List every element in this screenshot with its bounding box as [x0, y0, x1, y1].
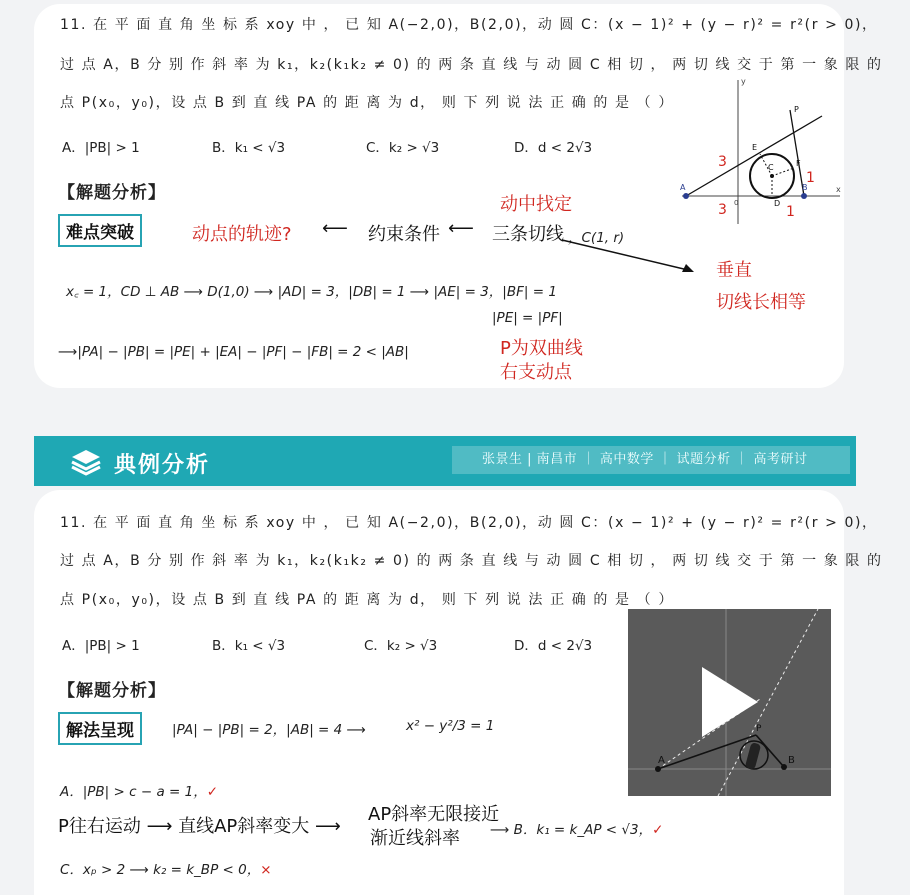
label-d: D	[774, 199, 781, 208]
option-a: A．|PB| > 1	[62, 140, 140, 156]
analysis-heading-1: 【解题分析】	[58, 183, 166, 203]
point-b	[801, 193, 807, 199]
video-label-a: A	[658, 755, 665, 766]
geometry-diagram	[676, 74, 844, 234]
point-a	[683, 193, 689, 199]
center-c: ，C(1, r)	[568, 230, 625, 246]
label-b: B	[802, 183, 808, 192]
option-c-repeat: C．k₂ > √3	[364, 638, 438, 654]
diagram-num-1-bottom: 1	[786, 204, 795, 220]
label-e: E	[752, 143, 758, 152]
label-origin: 0	[734, 199, 739, 207]
layers-icon	[70, 448, 102, 476]
banner-title: 典例分析	[114, 453, 211, 478]
option-a-analysis	[60, 780, 218, 800]
option-c: C．k₂ > √3	[366, 140, 440, 156]
ap-slope-limit-2: 渐近线斜率	[370, 828, 460, 849]
video-player[interactable]	[628, 609, 831, 796]
option-a-repeat: A．|PB| > 1	[62, 638, 140, 654]
note-move-find-fixed: 动中找定	[500, 194, 572, 215]
constraint-text: 约束条件	[368, 224, 440, 245]
problem-line-3-repeat: 点 P(x₀，y₀)，设 点 B 到 直 线 PA 的 距 离 为 d， 则 下 列 说 法 正 确 的 是 （ ）	[60, 592, 674, 608]
note-perpendicular: 垂直	[716, 260, 752, 281]
video-label-b: B	[788, 755, 795, 766]
option-a-analysis-text: A．|PB| > c − a = 1，	[60, 784, 207, 800]
label-f: F	[796, 159, 801, 168]
option-c-analysis-text: C．xₚ > 2 ⟶ k₂ = k_BP < 0，	[60, 862, 261, 878]
equation-hyperbola: x² − y²/3 = 1	[406, 718, 495, 734]
p-move-text: P往右运动 ⟶ 直线AP斜率变大 ⟶	[58, 816, 341, 837]
y-axis-label: y	[741, 77, 746, 86]
difficulty-box: 难点突破	[58, 214, 142, 247]
problem-line-3: 点 P(x₀，y₀)，设 点 B 到 直 线 PA 的 距 离 为 d， 则 下 列 说 法 正 确 的 是 （ ）	[60, 95, 674, 111]
pe-equals-pf: |PE| = |PF|	[492, 310, 563, 326]
label-p: P	[794, 105, 799, 114]
x-axis-label: x	[836, 185, 841, 194]
arrow-left-2: ⟵	[448, 218, 474, 239]
example-analysis-banner	[34, 436, 856, 486]
play-icon[interactable]	[702, 667, 758, 737]
diagram-num-3-top: 3	[718, 154, 727, 170]
option-c-analysis	[60, 858, 272, 878]
option-b-analysis-text: ⟶ B．k₁ = k_AP < √3，	[490, 822, 653, 838]
cross-mark-c: ×	[260, 862, 272, 878]
diagram-num-1-right: 1	[806, 170, 815, 186]
banner-tags: 张景生 | 南昌市 ｜ 高中数学 ｜ 试题分析 ｜ 高考研讨	[452, 446, 850, 474]
diagram-num-3-bottom: 3	[718, 202, 727, 218]
label-c: C	[768, 163, 774, 172]
option-d: D．d < 2√3	[514, 140, 593, 156]
ap-slope-limit-1: AP斜率无限接近	[368, 804, 500, 825]
label-a: A	[680, 183, 686, 192]
equation-distance: |PA| − |PB| = 2，|AB| = 4 ⟶	[172, 722, 366, 738]
note-hyperbola-2: 右支动点	[500, 362, 572, 383]
check-mark-a: ✓	[206, 784, 219, 800]
solution-box: 解法呈现	[58, 712, 142, 745]
derivation-chain-1: x꜀ = 1，CD ⊥ AB ⟶ D(1,0) ⟶ |AD| = 3，|DB| = 1 ⟶ |AE| = 3，|BF| = 1	[66, 284, 557, 300]
problem-line-1: 11. 在 平 面 直 角 坐 标 系 xoy 中 ， 已 知 A(−2,0)，B(2,0)，动 圆 C：(x − 1)² + (y − r)² = r²(r > 0)，	[60, 17, 878, 33]
arrow-left-1: ⟵	[322, 218, 348, 239]
note-locus: 动点的轨迹?	[192, 224, 292, 245]
check-mark-b: ✓	[652, 822, 664, 838]
video-point-a	[655, 766, 661, 772]
note-hyperbola-1: P为双曲线	[500, 338, 583, 359]
option-d-repeat: D．d < 2√3	[514, 638, 593, 654]
option-b-analysis	[490, 818, 663, 838]
problem-line-2: 过 点 A，B 分 别 作 斜 率 为 k₁，k₂(k₁k₂ ≠ 0) 的 两 条 直 线 与 动 圆 C 相 切 ， 两 切 线 交 于 第 一 象 限 的	[60, 57, 883, 73]
cf-segment	[772, 168, 794, 176]
option-b-repeat: B．k₁ < √3	[212, 638, 286, 654]
three-tangents-text: 三条切线	[492, 224, 564, 245]
derivation-chain-2: ⟶|PA| − |PB| = |PE| + |EA| − |PF| − |FB| = 2 < |AB|	[58, 344, 409, 360]
video-point-b	[781, 764, 787, 770]
analysis-heading-2: 【解题分析】	[58, 681, 166, 701]
arrow-to-perpendicular	[560, 236, 700, 276]
point-c	[770, 174, 774, 178]
note-tangent-length: 切线长相等	[716, 292, 806, 313]
video-frame-graph	[628, 609, 831, 796]
video-label-p: P	[756, 724, 762, 734]
problem-line-1-repeat: 11. 在 平 面 直 角 坐 标 系 xoy 中 ， 已 知 A(−2,0)，B(2,0)，动 圆 C：(x − 1)² + (y − r)² = r²(r > 0)，	[60, 515, 878, 531]
option-b: B．k₁ < √3	[212, 140, 286, 156]
problem-line-2-repeat: 过 点 A，B 分 别 作 斜 率 为 k₁，k₂(k₁k₂ ≠ 0) 的 两 条 直 线 与 动 圆 C 相 切 ， 两 切 线 交 于 第 一 象 限 的	[60, 553, 883, 569]
